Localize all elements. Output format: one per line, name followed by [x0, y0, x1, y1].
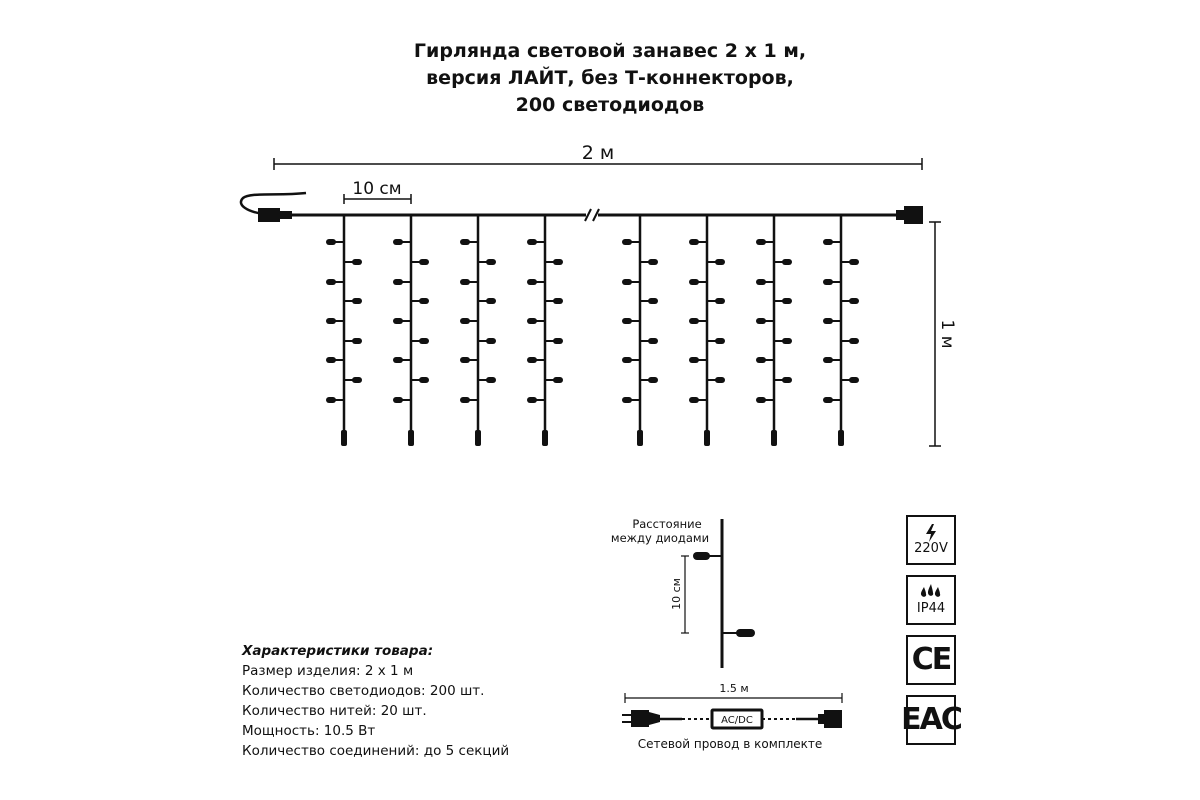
ip-rating-label: IP44: [916, 601, 946, 616]
lightning-icon: [924, 524, 938, 542]
strand: [460, 215, 496, 446]
spec-row: Количество светодиодов: 200 шт.: [242, 683, 485, 699]
detail-caption-line-2: между диодами: [610, 531, 710, 545]
spec-row: Количество нитей: 20 шт.: [242, 703, 427, 719]
water-drops-icon: [918, 584, 944, 602]
voltage-label: 220V: [914, 541, 948, 556]
width-label: 2 м: [581, 142, 615, 164]
product-specs: [242, 641, 509, 761]
spec-row: Мощность: 10.5 Вт: [242, 723, 376, 739]
output-connector: [896, 206, 923, 224]
spec-row: Количество соединений: до 5 секций: [242, 743, 510, 759]
spacing-label: 10 см: [352, 179, 402, 199]
detail-caption-line-1: Расстояние: [632, 517, 702, 531]
strand: [527, 215, 563, 446]
cord-length-label: 1.5 м: [719, 682, 749, 695]
adapter-label: AC/DC: [721, 715, 753, 726]
cord-connector-icon: [818, 714, 824, 724]
ip-rating-badge: [906, 575, 956, 625]
width-dimension: [274, 142, 922, 170]
power-plug-icon: [622, 710, 660, 727]
strands: [326, 215, 859, 446]
spacing-dimension: [344, 179, 411, 204]
input-plug: [241, 193, 306, 222]
led-spacing-detail: [611, 517, 755, 668]
ce-mark-icon: CE: [906, 635, 956, 685]
title-line-3: 200 светодиодов: [515, 94, 705, 116]
voltage-badge: [906, 515, 956, 565]
detail-spacing-label: 10 см: [670, 578, 683, 610]
title-line-2: версия ЛАЙТ, без Т-коннекторов,: [426, 67, 794, 89]
height-dimension: [929, 222, 957, 446]
height-label: 1 м: [937, 319, 957, 349]
title-line-1: Гирлянда световой занавес 2 х 1 м,: [413, 40, 807, 62]
strand: [393, 215, 429, 446]
certification-icons: [901, 515, 961, 755]
spec-row: Размер изделия: 2 х 1 м: [242, 663, 414, 679]
cord-caption: Сетевой провод в комплекте: [637, 737, 823, 751]
strand: [622, 215, 658, 446]
strand: [689, 215, 725, 446]
power-cord: [622, 682, 842, 751]
eac-mark-icon: EAC: [906, 695, 956, 745]
strand: [756, 215, 792, 446]
main-wire: [292, 209, 906, 221]
strand: [823, 215, 859, 446]
strand: [326, 215, 362, 446]
specs-heading: Характеристики товара:: [242, 643, 434, 659]
